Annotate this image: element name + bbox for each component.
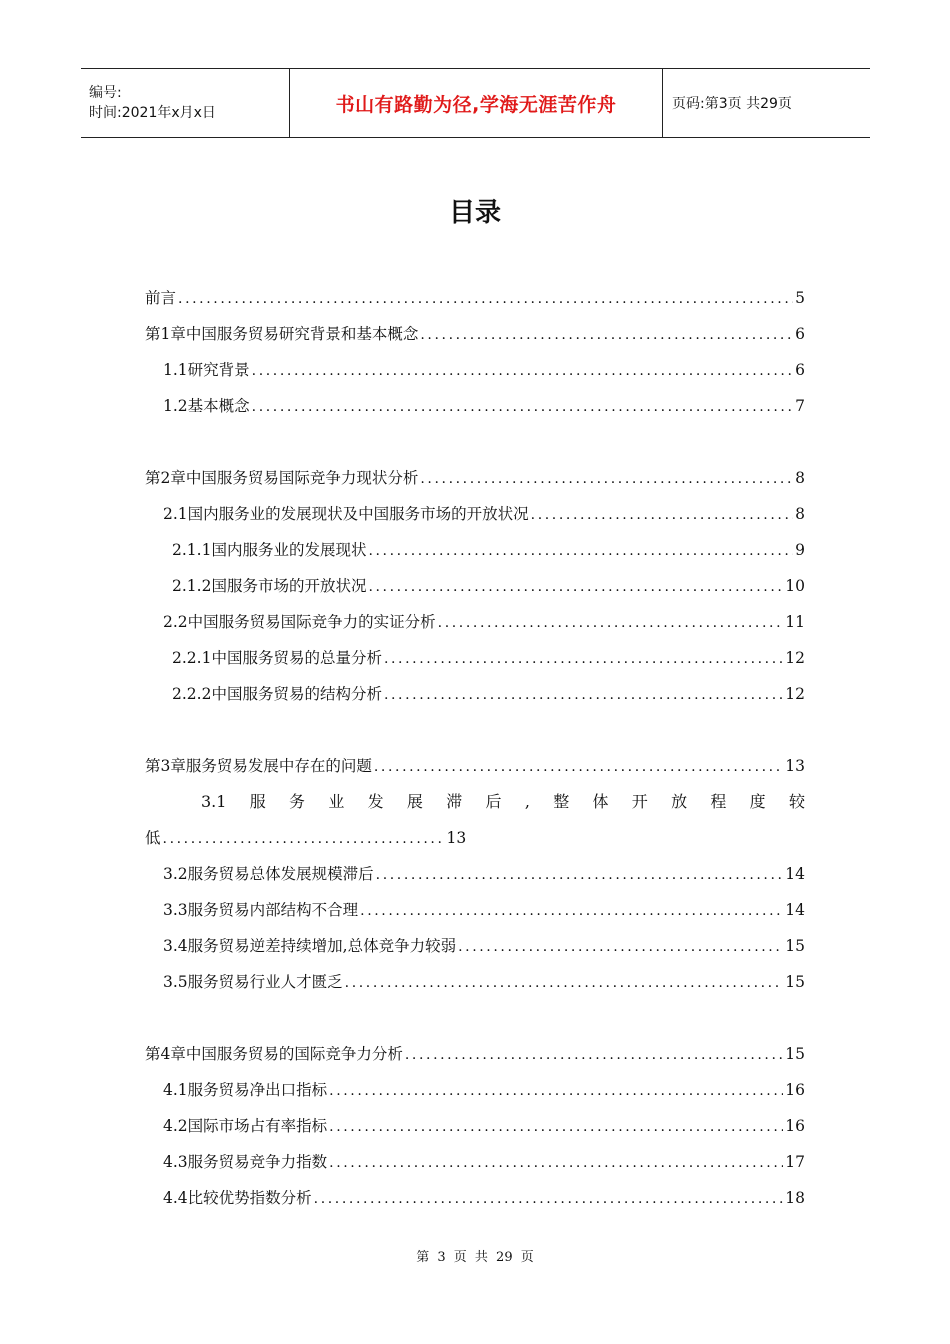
toc-entry-page: 6 bbox=[795, 325, 805, 343]
toc-word: 业 bbox=[328, 792, 345, 811]
toc-entry-3-4[interactable] bbox=[145, 928, 805, 964]
toc-entry-page: 13 bbox=[446, 829, 467, 847]
dot-leader bbox=[384, 677, 783, 713]
page-footer: 第 3 页 共 29 页 bbox=[416, 1250, 534, 1265]
toc-entry-2-2-2[interactable] bbox=[145, 676, 805, 712]
toc-entry-page: 8 bbox=[795, 505, 805, 523]
header-page-info bbox=[663, 69, 870, 137]
toc-entry-text: 2.2.2中国服务贸易的结构分析 bbox=[172, 685, 382, 703]
toc-word: 体 bbox=[592, 792, 609, 811]
dot-leader bbox=[420, 461, 793, 497]
toc-entry-text: 3.2服务贸易总体发展规模滞后 bbox=[163, 865, 374, 883]
toc-word: 发 bbox=[367, 792, 384, 811]
toc-entry-4-3[interactable] bbox=[145, 1144, 805, 1180]
toc-entry-page: 16 bbox=[785, 1081, 805, 1099]
dot-leader bbox=[374, 749, 783, 785]
toc-entry-page: 12 bbox=[785, 649, 805, 667]
toc-entry-text: 3.4服务贸易逆差持续增加,总体竞争力较弱 bbox=[163, 937, 457, 955]
toc-entry-text: 4.4比较优势指数分析 bbox=[163, 1189, 312, 1207]
toc-entry-page: 15 bbox=[785, 973, 805, 991]
toc-entry-text: 前言 bbox=[145, 289, 177, 307]
toc-entry-chapter-3[interactable] bbox=[145, 748, 805, 784]
dot-leader bbox=[252, 353, 793, 389]
toc-entry-chapter-1[interactable] bbox=[145, 316, 805, 352]
toc-entry-4-1[interactable] bbox=[145, 1072, 805, 1108]
toc-entry-page: 15 bbox=[785, 1045, 805, 1063]
toc-entry-page: 5 bbox=[795, 289, 805, 307]
toc-entry-text: 低 bbox=[145, 829, 161, 847]
toc-entry-3-3[interactable] bbox=[145, 892, 805, 928]
header-meta bbox=[81, 69, 290, 137]
dot-leader bbox=[420, 317, 793, 353]
toc-entry-page: 13 bbox=[785, 757, 805, 775]
toc-entry-page: 14 bbox=[785, 865, 805, 883]
header-motto-cell bbox=[290, 69, 663, 137]
toc-entry-2-1-2[interactable] bbox=[145, 568, 805, 604]
toc-entry-text: 2.1国内服务业的发展现状及中国服务市场的开放状况 bbox=[163, 505, 529, 523]
toc-word: 程 bbox=[710, 792, 727, 811]
dot-leader bbox=[252, 389, 793, 425]
toc-entry-4-2[interactable] bbox=[145, 1108, 805, 1144]
toc-entry-text: 4.1服务贸易净出口指标 bbox=[163, 1081, 328, 1099]
page-header bbox=[81, 68, 870, 138]
toc-entry-page: 9 bbox=[795, 541, 805, 559]
dot-leader bbox=[345, 965, 784, 1001]
toc-entry-chapter-4[interactable] bbox=[145, 1036, 805, 1072]
dot-leader bbox=[329, 1145, 783, 1181]
toc-entry-text: 1.1研究背景 bbox=[163, 361, 250, 379]
toc-entry-text: 2.2中国服务贸易国际竞争力的实证分析 bbox=[163, 613, 436, 631]
toc-entry-1-1[interactable] bbox=[145, 352, 805, 388]
toc-entry-page: 18 bbox=[785, 1189, 805, 1207]
dot-leader bbox=[531, 497, 793, 533]
dot-leader bbox=[458, 929, 783, 965]
toc-entry-2-2-1[interactable] bbox=[145, 640, 805, 676]
toc-entry-text: 1.2基本概念 bbox=[163, 397, 250, 415]
toc-entry-page: 6 bbox=[795, 361, 805, 379]
toc-entry-3-1-continuation[interactable] bbox=[145, 820, 805, 856]
page-info-text: 页码:第3页 共29页 bbox=[672, 96, 792, 112]
toc-entry-page: 10 bbox=[785, 577, 805, 595]
dot-leader bbox=[368, 533, 793, 569]
toc-entry-text: 2.1.1国内服务业的发展现状 bbox=[172, 541, 367, 559]
dot-leader bbox=[178, 281, 793, 317]
dot-leader bbox=[405, 1037, 783, 1073]
toc-entry-text: 第2章中国服务贸易国际竞争力现状分析 bbox=[145, 469, 419, 487]
dot-leader bbox=[360, 893, 783, 929]
toc-entry-3-2[interactable] bbox=[145, 856, 805, 892]
toc-word: 展 bbox=[406, 792, 423, 811]
toc-entry-text: 3.3服务贸易内部结构不合理 bbox=[163, 901, 359, 919]
dot-leader bbox=[438, 605, 784, 641]
toc-entry-text: 2.2.1中国服务贸易的总量分析 bbox=[172, 649, 382, 667]
toc-entry-page: 12 bbox=[785, 685, 805, 703]
toc-word: 务 bbox=[289, 792, 306, 811]
toc-word: 滞 bbox=[446, 792, 463, 811]
toc-word: 服 bbox=[249, 792, 266, 811]
page-title: 目录 bbox=[448, 198, 501, 228]
toc-entry-3-1[interactable] bbox=[145, 784, 805, 820]
toc-word: , bbox=[524, 792, 530, 811]
toc-entry-text: 第4章中国服务贸易的国际竞争力分析 bbox=[145, 1045, 403, 1063]
dot-leader bbox=[384, 641, 783, 677]
toc-word: 3.1 bbox=[201, 792, 227, 811]
toc-entry-page: 17 bbox=[785, 1153, 805, 1171]
toc-entry-2-1[interactable] bbox=[145, 496, 805, 532]
number-label: 编号: bbox=[89, 85, 122, 101]
toc-entry-text: 第1章中国服务贸易研究背景和基本概念 bbox=[145, 325, 419, 343]
toc-entry-chapter-2[interactable] bbox=[145, 460, 805, 496]
toc-entry-page: 16 bbox=[785, 1117, 805, 1135]
toc-entry-2-1-1[interactable] bbox=[145, 532, 805, 568]
toc-entry-3-5[interactable] bbox=[145, 964, 805, 1000]
toc-entry-2-2[interactable] bbox=[145, 604, 805, 640]
toc-entry-text: 第3章服务贸易发展中存在的问题 bbox=[145, 757, 372, 775]
toc-word: 整 bbox=[553, 792, 570, 811]
dot-leader bbox=[329, 1109, 783, 1145]
toc-entry-preface[interactable] bbox=[145, 280, 805, 316]
toc-word: 开 bbox=[631, 792, 648, 811]
toc-entry-page: 11 bbox=[785, 613, 805, 631]
toc-word: 度 bbox=[749, 792, 766, 811]
time-label: 时间:2021年x月x日 bbox=[89, 105, 216, 121]
dot-leader bbox=[163, 821, 445, 857]
dot-leader bbox=[314, 1181, 784, 1217]
toc-entry-page: 8 bbox=[795, 469, 805, 487]
toc-entry-1-2[interactable] bbox=[145, 388, 805, 424]
dot-leader bbox=[368, 569, 783, 605]
motto-text: 书山有路勤为径,学海无涯苦作舟 bbox=[335, 93, 617, 116]
toc-word: 放 bbox=[671, 792, 688, 811]
toc-entry-text: 4.3服务贸易竞争力指数 bbox=[163, 1153, 328, 1171]
toc-entry-page: 15 bbox=[785, 937, 805, 955]
toc-entry-page: 7 bbox=[795, 397, 805, 415]
toc-entry-text: 4.2国际市场占有率指标 bbox=[163, 1117, 328, 1135]
table-of-contents bbox=[145, 280, 805, 1216]
toc-entry-page: 14 bbox=[785, 901, 805, 919]
toc-word: 较 bbox=[788, 792, 805, 811]
toc-entry-4-4[interactable] bbox=[145, 1180, 805, 1216]
dot-leader bbox=[329, 1073, 783, 1109]
toc-word: 后 bbox=[485, 792, 502, 811]
toc-entry-text: 3.5服务贸易行业人才匮乏 bbox=[163, 973, 343, 991]
dot-leader bbox=[376, 857, 784, 893]
toc-entry-text: 2.1.2国服务市场的开放状况 bbox=[172, 577, 367, 595]
